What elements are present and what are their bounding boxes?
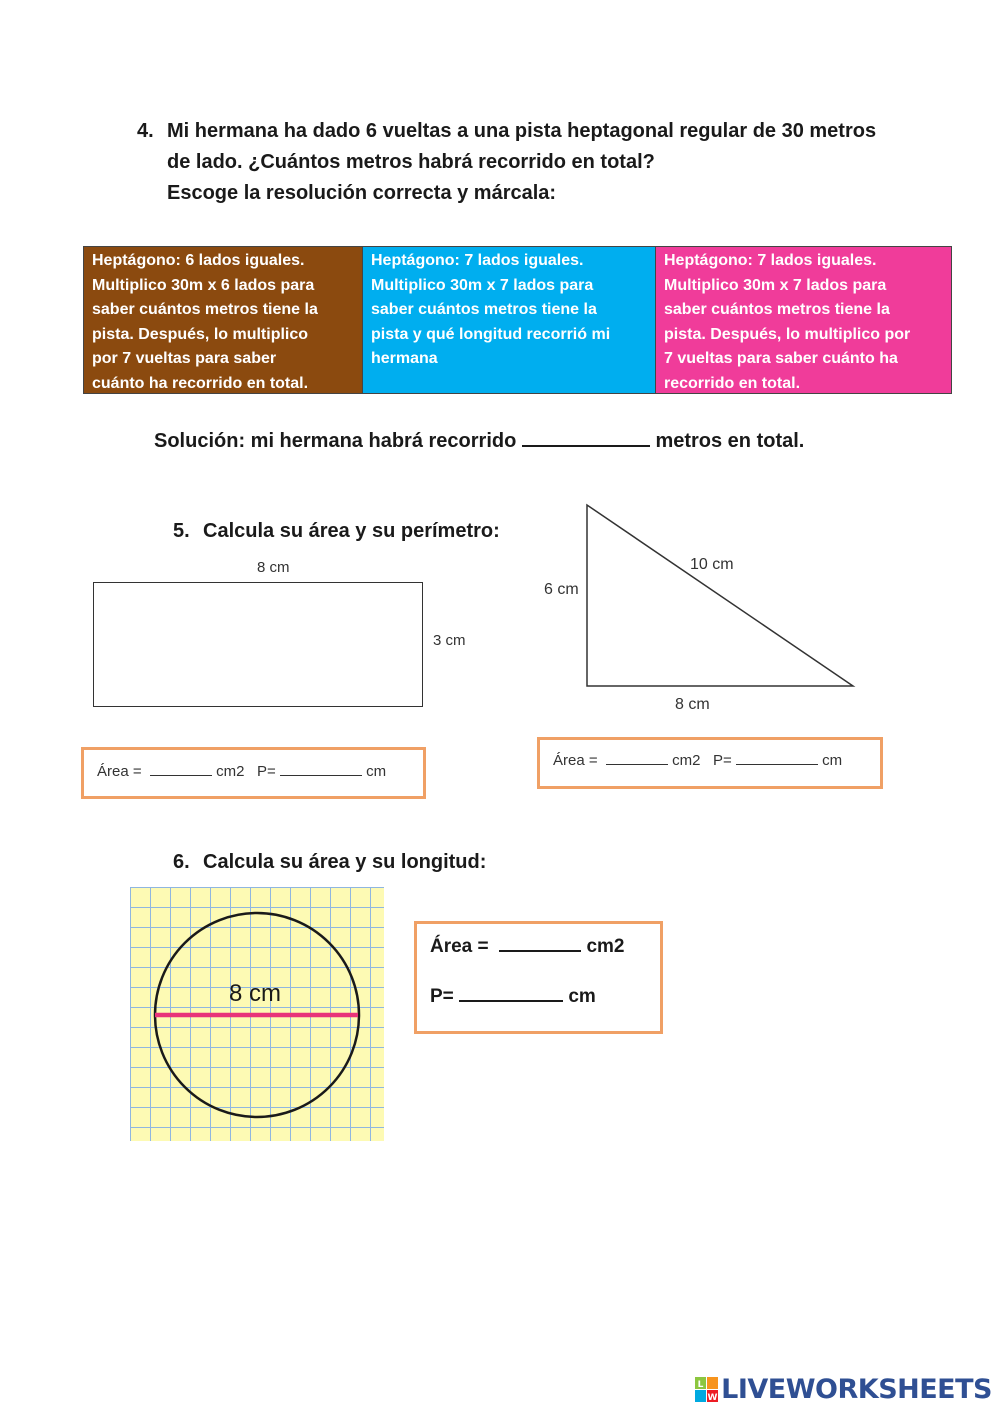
liveworksheets-logo xyxy=(695,1374,992,1405)
q4-option-line: cuánto ha recorrido en total. xyxy=(92,374,309,392)
q4-line-2: de lado. ¿Cuántos metros habrá recorrido en total? xyxy=(167,151,655,173)
rect-perimeter-blank[interactable] xyxy=(280,761,362,776)
triangle-shape xyxy=(587,505,853,686)
tri-area-blank[interactable] xyxy=(606,750,668,765)
rect-area-blank[interactable] xyxy=(150,761,212,776)
tri-base-label: 8 cm xyxy=(675,696,710,713)
circle-grid-figure xyxy=(130,887,384,1141)
tri-hypotenuse-label: 10 cm xyxy=(690,556,734,573)
q4-option-line: recorrido en total. xyxy=(664,374,801,392)
circle-area-blank[interactable] xyxy=(499,934,581,952)
q6-number: 6. xyxy=(173,851,190,873)
rect-answer-box xyxy=(81,747,426,799)
q4-option-line: pista y qué longitud recorrió mi xyxy=(371,325,611,343)
q4-option-c[interactable] xyxy=(656,247,951,393)
q4-option-line: pista. Después, lo multiplico por xyxy=(664,325,911,343)
q4-line-1: 4. Mi hermana ha dado 6 vueltas a una pista heptagonal regular de 30 metros xyxy=(137,120,877,142)
svg-text:W: W xyxy=(707,1392,718,1403)
rect-width-label: 8 cm xyxy=(257,559,290,576)
q4-option-line: por 7 vueltas para saber xyxy=(92,350,277,367)
q4-options-table xyxy=(83,246,952,394)
triangle-answer-line: Área = cm2 P= cm xyxy=(553,752,843,769)
tri-height-label: 6 cm xyxy=(544,581,579,598)
tri-perimeter-blank[interactable] xyxy=(736,750,818,765)
q4-option-line: saber cuántos metros tiene la xyxy=(664,301,890,318)
brand-name: LIVEWORKSHEETS xyxy=(721,1374,992,1405)
q4-option-line: Heptágono: 7 lados iguales. xyxy=(371,252,584,269)
q4-option-line: 7 vueltas para saber cuánto ha xyxy=(664,350,898,367)
q4-option-line: Multiplico 30m x 6 lados para xyxy=(92,276,315,294)
q4-option-line: hermana xyxy=(371,350,438,367)
circle-answer-box xyxy=(414,921,663,1034)
q4-option-line: pista. Después, lo multiplico xyxy=(92,325,309,343)
q4-option-line: Multiplico 30m x 7 lados para xyxy=(371,276,594,294)
q4-option-line: saber cuántos metros tiene la xyxy=(92,301,318,318)
q4-option-b[interactable] xyxy=(363,247,656,393)
circle-area-line: Área = cm2 xyxy=(430,936,625,957)
q6-title: 6. Calcula su área y su longitud: xyxy=(173,851,487,873)
q5-title: 5. Calcula su área y su perímetro: xyxy=(173,520,500,542)
diameter-label: 8 cm xyxy=(228,980,282,1007)
svg-text:L: L xyxy=(697,1379,704,1390)
rect-height-label: 3 cm xyxy=(433,632,466,649)
q4-solution-blank[interactable] xyxy=(522,427,650,447)
q4-option-line: Heptágono: 6 lados iguales. xyxy=(92,252,305,269)
triangle-answer-box xyxy=(537,737,883,789)
circle-perimeter-blank[interactable] xyxy=(459,984,563,1002)
question-4 xyxy=(137,120,877,205)
q4-number: 4. xyxy=(137,120,154,142)
circle-perimeter-line: P= cm xyxy=(430,986,596,1007)
q5-number: 5. xyxy=(173,520,190,542)
rect-answer-line: Área = cm2 P= cm xyxy=(97,763,387,780)
q4-option-line: Heptágono: 7 lados iguales. xyxy=(664,252,877,269)
q4-option-line: Multiplico 30m x 7 lados para xyxy=(664,276,887,294)
q4-option-line: saber cuántos metros tiene la xyxy=(371,301,597,318)
rectangle-shape xyxy=(93,582,423,707)
liveworksheets-icon xyxy=(695,1377,719,1403)
q4-line-3: Escoge la resolución correcta y márcala: xyxy=(167,182,557,204)
q4-solution: Solución: mi hermana habrá recorrido metros en total. xyxy=(154,427,804,453)
q4-option-a[interactable] xyxy=(84,247,363,393)
